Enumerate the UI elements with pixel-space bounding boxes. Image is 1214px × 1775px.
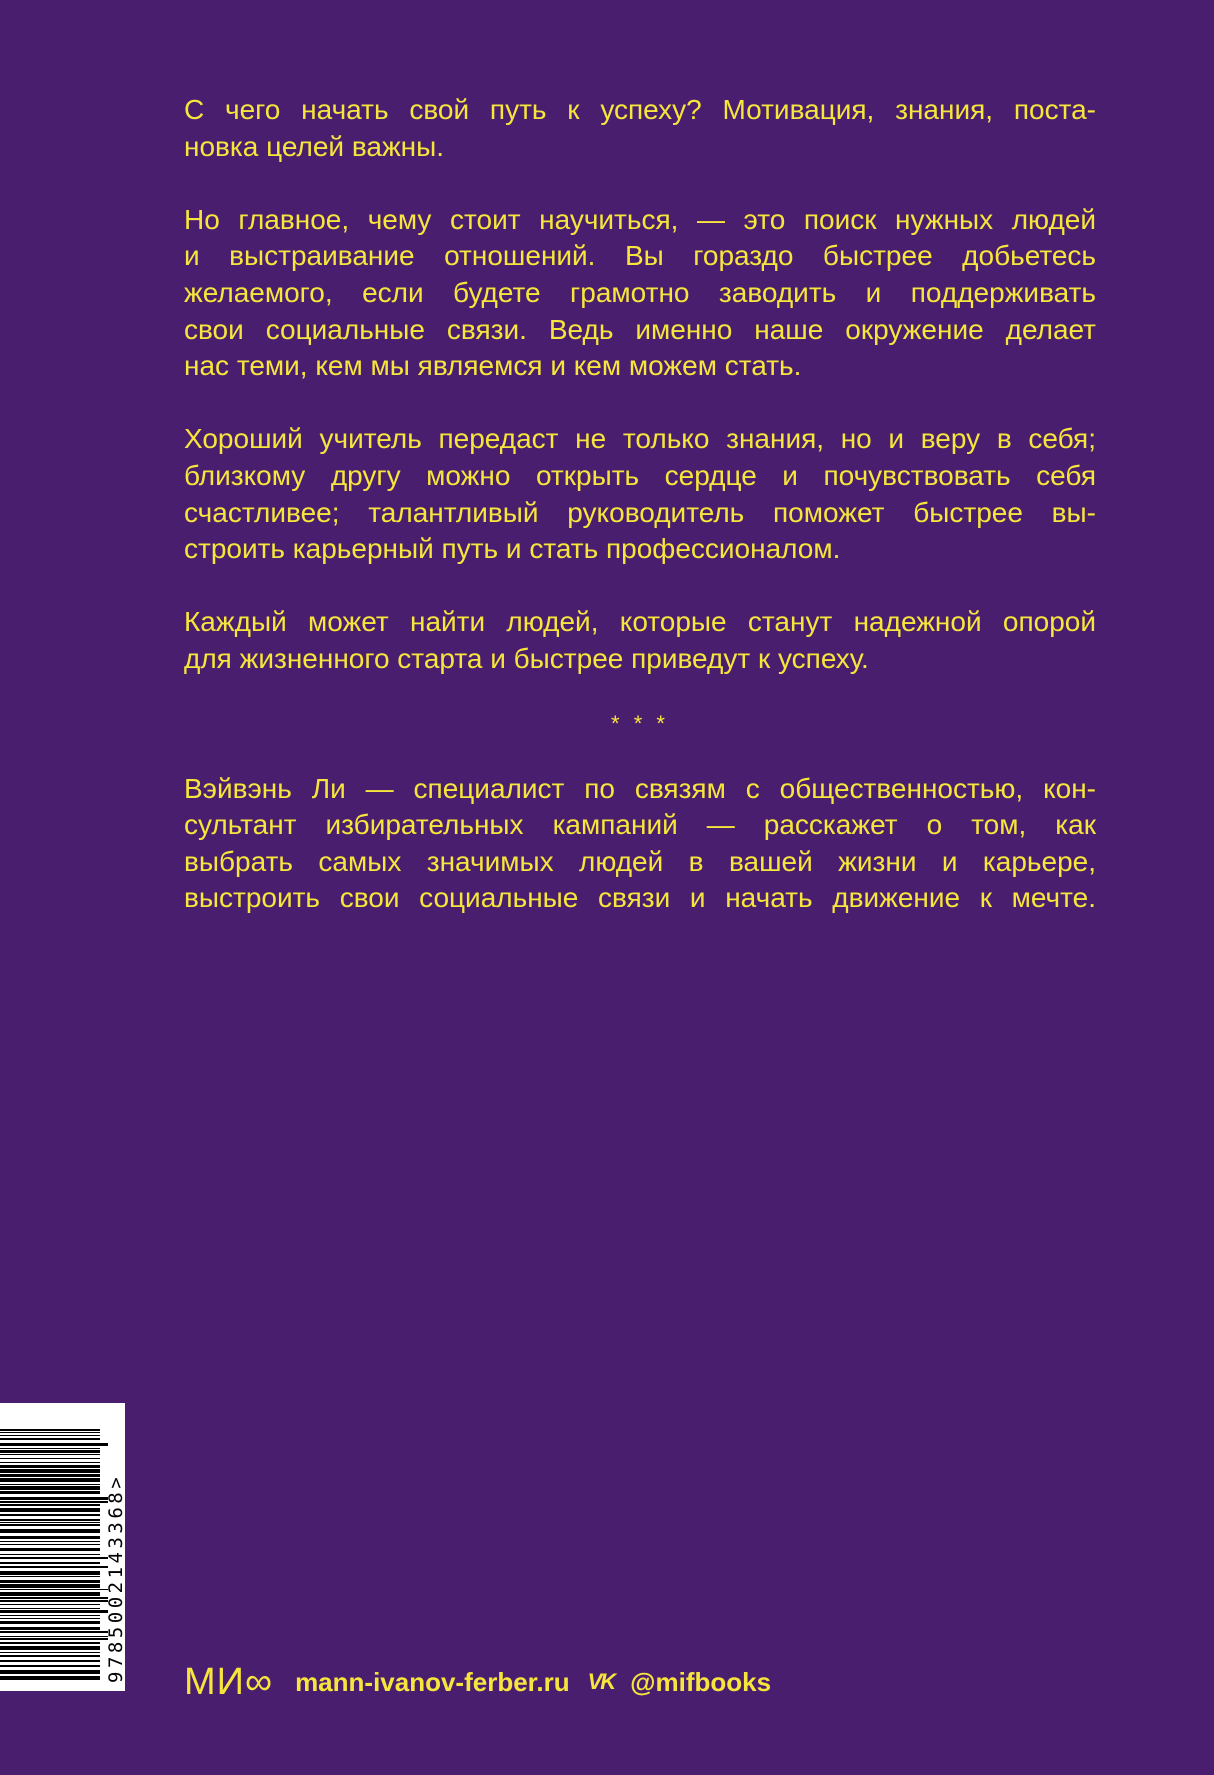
text-line: близкому другу можно открыть сердце и почувствовать себя	[184, 459, 1096, 491]
text-line: Вэйвэнь Ли — специалист по связям с общественностью, кон-	[184, 772, 1096, 804]
barcode-bar	[0, 1592, 100, 1596]
barcode-bar	[0, 1562, 100, 1564]
barcode-bar	[0, 1469, 100, 1473]
text-line: Каждый может найти людей, которые станут надежной опорой	[184, 606, 1096, 638]
text-line: Но главное, чему стоит научиться, — это поиск нужных людей	[184, 203, 1096, 235]
barcode-bar	[0, 1584, 100, 1588]
barcode-bar	[0, 1655, 100, 1657]
barcode-bar	[0, 1610, 108, 1613]
text-line: нас теми, кем мы являемся и кем можем стать.	[184, 350, 802, 382]
barcode-bar	[0, 1627, 100, 1630]
publisher-footer	[184, 1660, 771, 1704]
barcode-bar	[0, 1504, 100, 1506]
isbn-barcode	[0, 1403, 125, 1691]
text-line: новка целей важны.	[184, 130, 445, 162]
vk-icon: VK	[587, 1669, 615, 1694]
barcode-bar	[0, 1450, 100, 1453]
paragraph-1	[184, 92, 1096, 165]
barcode-bar	[0, 1660, 100, 1662]
barcode-bar	[0, 1536, 100, 1539]
barcode-bar	[0, 1514, 100, 1516]
website-link[interactable]: mann-ivanov-ferber.ru	[295, 1666, 570, 1697]
text-line: для жизненного старта и быстрее приведут к успеху.	[184, 642, 869, 674]
barcode-bar	[0, 1646, 100, 1650]
barcode-bar	[0, 1642, 100, 1644]
barcode-bar	[0, 1519, 100, 1521]
barcode-bar	[0, 1604, 100, 1605]
barcode-bar	[0, 1566, 108, 1568]
barcode-bar	[0, 1501, 108, 1503]
barcode-bar	[0, 1458, 100, 1459]
text-line: и выстраивание отношений. Вы гораздо быстрее добьетесь	[184, 240, 1096, 272]
barcode-bar	[0, 1608, 100, 1609]
barcode-bar	[0, 1600, 108, 1602]
text-line: строить карьерный путь и стать профессионалом.	[184, 533, 841, 565]
barcode-bar	[0, 1497, 108, 1500]
barcode-bars	[0, 1429, 108, 1681]
text-line: счастливее; талантливый руководитель поможет быстрее вы-	[184, 496, 1096, 528]
barcode-bar	[0, 1508, 100, 1512]
barcode-bar	[0, 1478, 100, 1482]
publisher-logo: МИ∞	[184, 1660, 274, 1703]
barcode-bar	[0, 1491, 100, 1494]
barcode-bar	[0, 1676, 100, 1680]
barcode-suffix: >	[105, 1473, 127, 1489]
barcode-bar	[0, 1462, 100, 1463]
text-line: сультант избирательных кампаний — расскажет о том, как	[184, 809, 1096, 841]
barcode-bar	[0, 1448, 100, 1449]
barcode-bar	[0, 1435, 100, 1436]
barcode-bar	[0, 1597, 108, 1599]
barcode-bar	[0, 1524, 100, 1526]
barcode-bar	[0, 1665, 100, 1667]
text-line: С чего начать свой путь к успеху? Мотивация, знания, поста-	[184, 94, 1096, 125]
barcode-bar	[0, 1618, 100, 1619]
barcode-bar	[0, 1443, 108, 1446]
barcode-bar	[0, 1465, 100, 1468]
author-paragraph	[184, 771, 1096, 917]
barcode-bar	[0, 1557, 108, 1559]
barcode-bar	[0, 1589, 108, 1590]
barcode-bar	[0, 1438, 100, 1440]
text-line: выбрать самых значимых людей в вашей жизни и карьере,	[184, 845, 1096, 877]
barcode-bar	[0, 1529, 100, 1533]
barcode-bar	[0, 1484, 100, 1485]
barcode-number: 9785002143368	[105, 1488, 127, 1683]
barcode-bar	[0, 1615, 100, 1616]
barcode-bar	[0, 1474, 100, 1477]
barcode-bar	[0, 1432, 100, 1433]
text-line: свои социальные связи. Ведь именно наше окружение делает	[184, 313, 1096, 345]
barcode-bar	[0, 1638, 108, 1640]
paragraph-2	[184, 202, 1096, 385]
barcode-bar	[0, 1652, 100, 1653]
barcode-bar	[0, 1580, 100, 1583]
barcode-bar	[0, 1454, 100, 1455]
barcode-bar	[0, 1636, 108, 1637]
barcode-bar	[0, 1621, 100, 1624]
cover-text	[184, 92, 1096, 954]
text-line: выстроить свои социальные связи и начать движение к мечте.	[184, 882, 1096, 914]
barcode-bar	[0, 1670, 100, 1674]
barcode-bar	[0, 1631, 108, 1633]
text-line: Хороший учитель передаст не только знания, но и веру в себя;	[184, 423, 1096, 455]
barcode-bar	[0, 1576, 100, 1577]
paragraph-4	[184, 604, 1096, 677]
barcode-bar	[0, 1571, 100, 1575]
barcode-bar	[0, 1486, 100, 1490]
barcode-digits	[105, 1403, 127, 1691]
barcode-bar	[0, 1522, 100, 1523]
barcode-bar	[0, 1554, 100, 1555]
separator-stars: * * *	[611, 711, 669, 737]
barcode-bar	[0, 1544, 100, 1545]
paragraph-3	[184, 421, 1096, 567]
barcode-bar	[0, 1548, 100, 1551]
barcode-bar	[0, 1541, 100, 1542]
text-line: желаемого, если будете грамотно заводить и поддерживать	[184, 276, 1096, 308]
social-handle[interactable]: @mifbooks	[630, 1666, 772, 1697]
barcode-bar	[0, 1429, 100, 1431]
